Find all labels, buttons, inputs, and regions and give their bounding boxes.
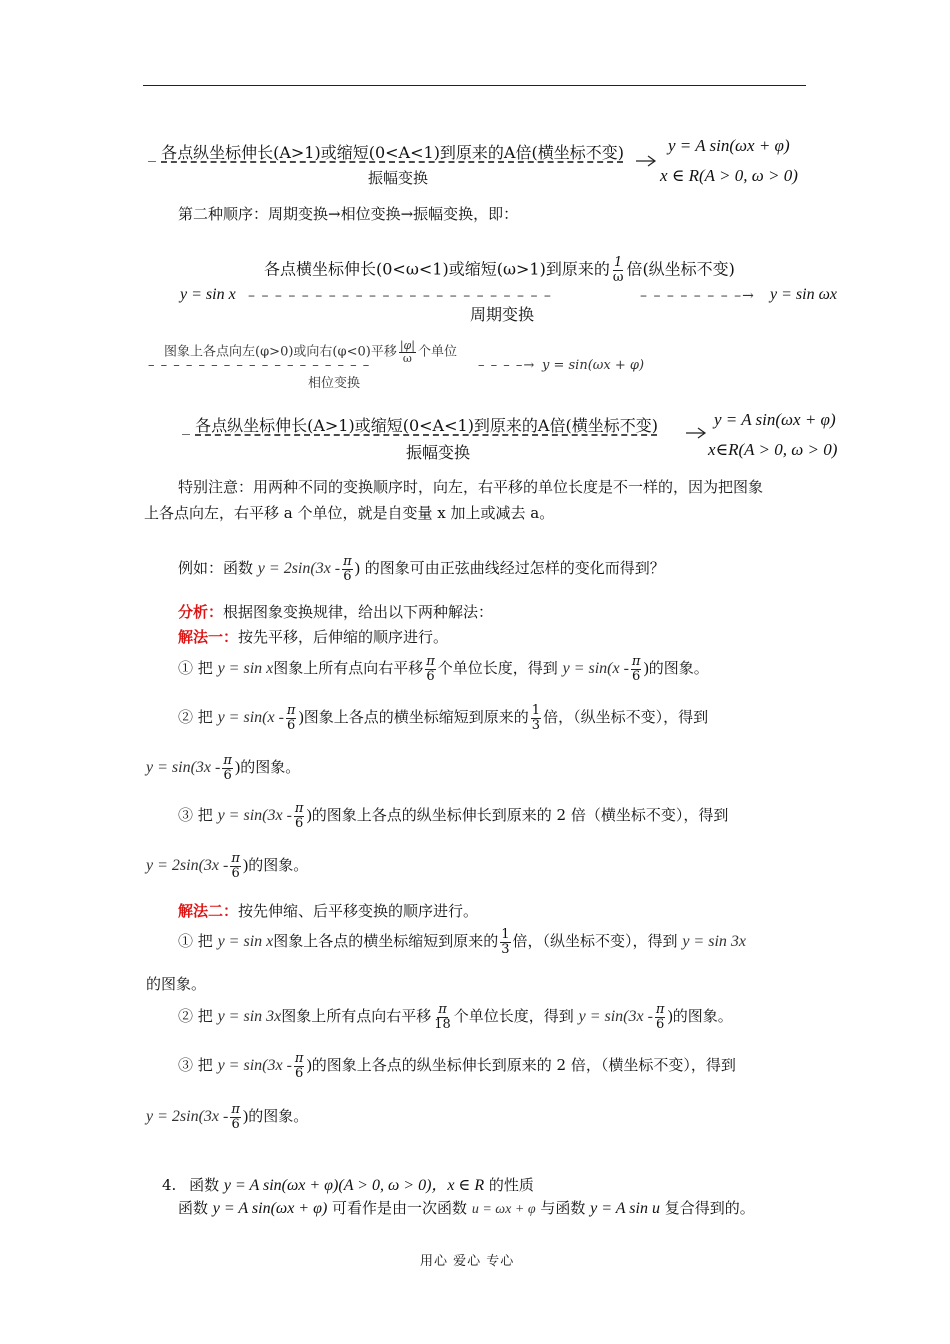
- s3-paren: ): [306, 807, 312, 825]
- t3-line: [178, 1052, 736, 1080]
- s2-line: [178, 704, 708, 732]
- block4-arrow: [686, 427, 708, 439]
- s3-e2: y = 2sin(3x -: [146, 857, 229, 875]
- s2-e1: y = sin(x -: [217, 709, 284, 727]
- s2-d: 的图象。: [240, 758, 301, 777]
- s3-frac2: [230, 852, 241, 880]
- s2-paren: ): [298, 709, 304, 727]
- sec4-line2-d: 复合得到的。: [664, 1199, 755, 1217]
- t1-three: 3: [501, 941, 510, 957]
- sec4-num: 4.: [162, 1176, 177, 1194]
- t3-pi2: π: [231, 1102, 240, 1117]
- t3-b: 的图象上各点的纵坐标伸长到原来的 2 倍，（横坐标不变），得到: [311, 1056, 736, 1075]
- block3-dashes-tail: – – – –→: [478, 358, 536, 373]
- s3-e1: y = sin(3x -: [217, 807, 292, 825]
- t3-e2: y = 2sin(3x -: [146, 1108, 229, 1126]
- t1-one: 1: [501, 927, 510, 942]
- block1-label: 各点纵坐标伸长(A>1)或缩短(0<A<1)到原来的A倍(横坐标不变): [161, 143, 624, 162]
- s2-six: 6: [287, 717, 296, 733]
- t2-frac: [433, 1003, 452, 1031]
- s1-e1: y = sin x: [217, 660, 274, 678]
- block2-right: y = sin ωx: [770, 286, 837, 303]
- sol2-label: 解法二：: [178, 902, 239, 920]
- t1-e2: y = sin 3x: [682, 933, 746, 951]
- block3-dashes: – – – – – – – – – – – – – – – – – –: [148, 358, 371, 373]
- block4-result-1: y = A sin(ωx + φ): [714, 410, 836, 429]
- s2-frac: [286, 704, 297, 732]
- s1-a: ① 把: [178, 659, 213, 678]
- sol2-text: 按先伸缩、后平移变换的顺序进行。: [238, 902, 479, 920]
- s2-one: 1: [531, 703, 541, 718]
- s2-six2: 6: [223, 767, 232, 783]
- block1-arrow: [636, 155, 658, 167]
- sec4-line2-e2: u = ωx + φ: [471, 1202, 536, 1217]
- t2-eighteen: 18: [434, 1016, 451, 1032]
- sec4-line2-a: 函数: [178, 1199, 209, 1217]
- s3-line-2: [146, 852, 308, 880]
- order2-text: 第二种顺序：周期变换→相位变换→振幅变换，即：: [178, 205, 519, 223]
- t3-line-2: [146, 1103, 308, 1131]
- example-a: 例如：函数: [178, 559, 254, 578]
- analysis-label: 分析：: [178, 603, 224, 621]
- sec4-line2-e3: y = A sin u: [590, 1200, 660, 1217]
- s2-frac-third: [531, 704, 541, 732]
- t3-paren2: ): [242, 1108, 249, 1126]
- s2-frac2: [222, 754, 233, 782]
- t3-six2: 6: [231, 1116, 240, 1132]
- t3-paren: ): [306, 1057, 312, 1075]
- t2-frac2: [655, 1003, 666, 1031]
- s3-frac: [294, 802, 305, 830]
- s3-pi: π: [294, 801, 304, 816]
- t1-line-2: 的图象。: [146, 975, 207, 993]
- s3-pi2: π: [231, 851, 240, 866]
- sec4-line2-b: 可看作是由一次函数: [332, 1199, 468, 1217]
- block2-label-b: 倍(纵坐标不变): [626, 259, 735, 279]
- t2-c: 个单位长度，得到: [453, 1007, 574, 1026]
- s1-pi: π: [426, 654, 435, 669]
- note-line-1: 特别注意：用两种不同的变换顺序时，向左，右平移的单位长度是不一样的，因为把图象: [178, 478, 764, 496]
- header-rule: [143, 85, 806, 86]
- s3-a: ③ 把: [178, 806, 213, 825]
- s1-frac: [425, 655, 436, 683]
- sol1-line: [178, 626, 448, 647]
- block3-frac-den: ω: [402, 351, 412, 365]
- s3-b: 的图象上各点的纵坐标伸长到原来的 2 倍（横坐标不变），得到: [311, 806, 729, 825]
- block2-frac-den: ω: [612, 269, 624, 285]
- block4-label: 各点纵坐标伸长(A>1)或缩短(0<A<1)到原来的A倍(横坐标不变): [195, 416, 658, 435]
- sol1-text: 按先平移，后伸缩的顺序进行。: [238, 628, 449, 646]
- t2-a: ② 把: [178, 1007, 213, 1026]
- example-paren: ): [354, 560, 360, 578]
- s2-a: ② 把: [178, 708, 213, 727]
- t3-d: 的图象。: [248, 1107, 309, 1126]
- t1-line: [178, 928, 746, 956]
- sec4-title-expr: y = A sin(ωx + φ)(A > 0, ω > 0)，x ∈ R: [223, 1177, 485, 1194]
- s1-frac2: [631, 655, 642, 683]
- block2-dashes: – – – – – – – – – – – – – – – – – – – – – – –: [248, 288, 552, 304]
- s3-paren2: ): [242, 857, 249, 875]
- t2-six2: 6: [656, 1016, 665, 1032]
- block1-result-2: x ∈ R(A > 0, ω > 0): [660, 166, 798, 185]
- block2-frac-num: 1: [613, 255, 623, 270]
- s1-pi2: π: [631, 654, 641, 669]
- sec4-line2-e1: y = A sin(ωx + φ): [212, 1200, 328, 1217]
- block2-dashes-tail: – – – – – – – –→: [640, 288, 755, 304]
- analysis-line: [178, 601, 493, 622]
- s2-pi: π: [286, 703, 296, 718]
- block3-label-a: 图象上各点向左(φ>0)或向右(φ<0)平移: [164, 344, 397, 360]
- t2-e1: y = sin 3x: [217, 1008, 282, 1026]
- sec4-line2: [178, 1197, 755, 1218]
- t3-six: 6: [295, 1065, 304, 1081]
- s1-six: 6: [426, 668, 435, 684]
- block2-label: [264, 256, 735, 284]
- example-six: 6: [343, 568, 352, 584]
- analysis-text: 根据图象变换规律，给出以下两种解法：: [223, 603, 494, 621]
- sec4-title: [162, 1172, 534, 1195]
- block3-result: y = sin(ωx + φ): [542, 358, 645, 373]
- block3-label-b: 个单位: [417, 344, 457, 360]
- t1-b: 图象上各点的横坐标缩短到原来的: [273, 932, 499, 951]
- s2-c: 倍，（纵坐标不变），得到: [543, 708, 709, 727]
- block4-result-2: x∈R(A > 0, ω > 0): [708, 440, 838, 459]
- block1-sub: 振幅变换: [368, 169, 429, 187]
- block3-frac-num: |φ|: [399, 339, 415, 352]
- s2-three: 3: [531, 717, 541, 733]
- block3-sub: 相位变换: [308, 376, 361, 391]
- s3-six: 6: [295, 815, 304, 831]
- s1-b: 图象上所有点向右平移: [273, 659, 424, 678]
- t3-frac: [294, 1052, 305, 1080]
- example-frac: [342, 555, 353, 583]
- block1-result-1: y = A sin(ωx + φ): [668, 136, 790, 155]
- s1-paren: ): [643, 660, 649, 678]
- t3-pi: π: [294, 1051, 304, 1066]
- page-footer: 用心 爱心 专心: [420, 1254, 515, 1269]
- t1-e1: y = sin x: [217, 933, 274, 951]
- block2-left: y = sin x: [180, 286, 236, 303]
- block4-sub: 振幅变换: [406, 443, 471, 462]
- t1-frac: [500, 928, 510, 956]
- block2-label-a: 各点横坐标伸长(0<ω<1)或缩短(ω>1)到原来的: [264, 259, 610, 279]
- s2-b: 图象上各点的横坐标缩短到原来的: [303, 708, 529, 727]
- block4-arrow-label: _ 各点纵坐标伸长(A>1)或缩短(0<A<1)到原来的A倍(横坐标不变): [182, 416, 658, 435]
- t3-a: ③ 把: [178, 1056, 213, 1075]
- t2-paren: ): [667, 1008, 673, 1026]
- t1-c: 倍，（纵坐标不变），得到: [512, 932, 678, 951]
- s1-d: 的图象。: [648, 659, 709, 678]
- t2-b: 图象上所有点向右平移: [281, 1007, 432, 1026]
- sol2-line: [178, 900, 478, 921]
- t2-line: [178, 1003, 733, 1031]
- example-line: [178, 555, 665, 583]
- s2-e2: y = sin(3x -: [146, 759, 221, 777]
- example-b: 的图象可由正弦曲线经过怎样的变化而得到？: [364, 559, 665, 578]
- block1-arrow-label: _ 各点纵坐标伸长(A>1)或缩短(0<A<1)到原来的A倍(横坐标不变): [148, 143, 624, 162]
- s3-six2: 6: [231, 865, 240, 881]
- block2-sub: 周期变换: [470, 305, 535, 324]
- block3-frac: [399, 340, 416, 364]
- s1-six2: 6: [632, 668, 641, 684]
- s3-line: [178, 802, 728, 830]
- s1-e2: y = sin(x -: [562, 660, 629, 678]
- example-pi: π: [343, 554, 352, 569]
- s1-line: [178, 655, 709, 683]
- t2-pi2: π: [655, 1002, 665, 1017]
- t2-d: 的图象。: [672, 1007, 733, 1026]
- t3-frac2: [230, 1103, 241, 1131]
- t1-a: ① 把: [178, 932, 213, 951]
- s1-c: 个单位长度，得到: [437, 659, 558, 678]
- s2-pi2: π: [223, 753, 232, 768]
- sec4-title-a: 函数: [189, 1176, 220, 1194]
- t3-e1: y = sin(3x -: [217, 1057, 292, 1075]
- t2-e2: y = sin(3x -: [578, 1008, 653, 1026]
- sec4-line2-c: 与函数: [540, 1199, 586, 1217]
- block2-frac: [612, 256, 625, 284]
- s2-paren2: ): [234, 759, 241, 777]
- t2-pi: π: [438, 1002, 447, 1017]
- note-line-2: 上各点向左，右平移 a 个单位，就是自变量 x 加上或减去 a。: [144, 504, 555, 522]
- s2-line-2: [146, 754, 300, 782]
- sec4-title-b: 的性质: [488, 1176, 534, 1194]
- sol1-label: 解法一：: [178, 628, 239, 646]
- s3-d: 的图象。: [248, 856, 309, 875]
- example-expr: y = 2sin(3x -: [257, 560, 341, 578]
